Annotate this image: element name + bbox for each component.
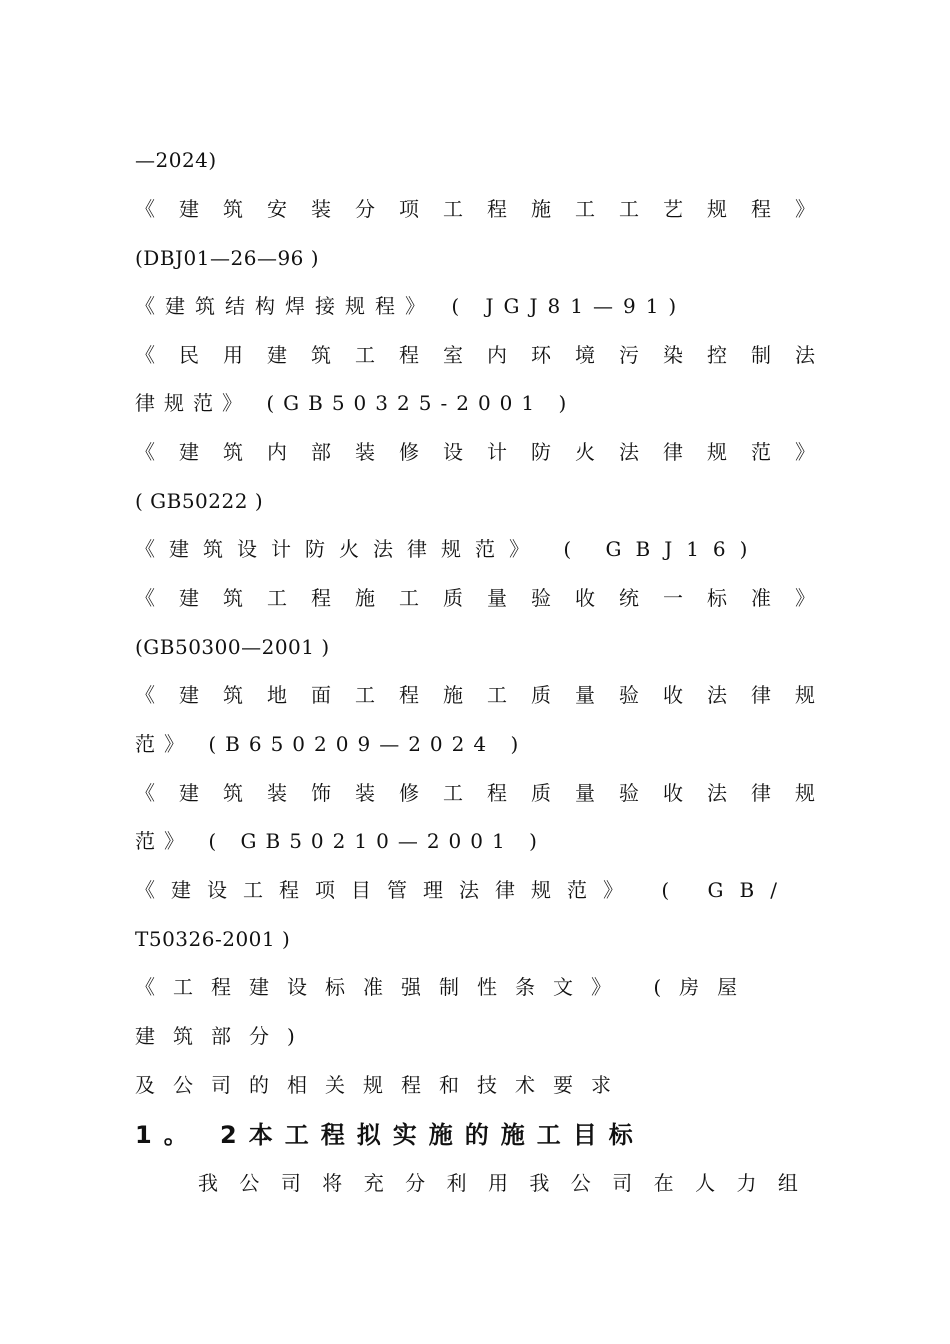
text-line-17: T50326-2001 )	[135, 927, 291, 951]
character: 工	[487, 683, 507, 707]
character: 司	[612, 1171, 633, 1195]
character: 验	[619, 683, 639, 707]
character: 制	[751, 343, 771, 367]
character: 》	[795, 440, 815, 464]
character: 安	[267, 197, 287, 221]
character: 量	[575, 683, 595, 707]
text-line-9: 《建筑设计防火法律规范》 ( GBJ16)	[135, 537, 762, 561]
text-line-14	[135, 776, 815, 810]
character: 饰	[311, 781, 331, 805]
text-line-6: 律规范》 (GB50325-2001 )	[135, 391, 576, 415]
character: 工	[355, 343, 375, 367]
character: 在	[653, 1171, 674, 1195]
character: 筑	[223, 586, 243, 610]
text-line-16: 《建设工程项目管理法律规范》 ( GB/	[135, 878, 793, 902]
character: 利	[446, 1171, 467, 1195]
character: 司	[280, 1171, 301, 1195]
character: 筑	[223, 197, 243, 221]
character: 部	[311, 440, 331, 464]
character: 收	[663, 683, 683, 707]
character: 建	[179, 197, 199, 221]
character: 量	[487, 586, 507, 610]
character: 染	[663, 343, 683, 367]
character: 控	[707, 343, 727, 367]
character: 污	[619, 343, 639, 367]
text-line-7	[135, 435, 815, 469]
text-line-13: 范》 (B650209—2024 )	[135, 732, 528, 756]
character: 标	[707, 586, 727, 610]
text-line-15: 范》 ( GB50210—2001 )	[135, 829, 546, 853]
text-line-18: 《工程建设标准强制性条文》 (房屋	[135, 975, 756, 999]
character: 将	[322, 1171, 343, 1195]
character: 统	[619, 586, 639, 610]
character: 工	[619, 197, 639, 221]
character: 量	[575, 781, 595, 805]
character: 工	[575, 197, 595, 221]
character: 地	[267, 683, 287, 707]
character: 施	[355, 586, 375, 610]
character: 用	[487, 1171, 508, 1195]
text-line-10	[135, 581, 815, 615]
character: 质	[531, 781, 551, 805]
character: 装	[355, 781, 375, 805]
character: 一	[663, 586, 683, 610]
character: 规	[795, 781, 815, 805]
character: 律	[751, 781, 771, 805]
character: 规	[707, 197, 727, 221]
character: 《	[135, 343, 155, 367]
character: 修	[399, 781, 419, 805]
character: 收	[663, 781, 683, 805]
character: 收	[575, 586, 595, 610]
character: 施	[443, 683, 463, 707]
character: 装	[267, 781, 287, 805]
character: 律	[751, 683, 771, 707]
character: 法	[795, 343, 815, 367]
text-line-8: ( GB50222 )	[135, 489, 264, 513]
character: 筑	[223, 440, 243, 464]
character: 验	[619, 781, 639, 805]
character: 内	[267, 440, 287, 464]
character: 艺	[663, 197, 683, 221]
character: 法	[707, 683, 727, 707]
character: 工	[443, 197, 463, 221]
character: 工	[443, 781, 463, 805]
character: 规	[795, 683, 815, 707]
character: 分	[355, 197, 375, 221]
character: 力	[736, 1171, 757, 1195]
character: 程	[751, 197, 771, 221]
body-paragraph	[198, 1166, 798, 1200]
character: 筑	[223, 781, 243, 805]
text-line-20: 及公司的相关规程和技术要求	[135, 1073, 629, 1097]
character: 内	[487, 343, 507, 367]
character: 筑	[311, 343, 331, 367]
character: 室	[443, 343, 463, 367]
character: 质	[443, 586, 463, 610]
character: 验	[531, 586, 551, 610]
character: 建	[179, 781, 199, 805]
character: 施	[531, 197, 551, 221]
character: 》	[795, 586, 815, 610]
character: 分	[405, 1171, 426, 1195]
character: 公	[239, 1171, 260, 1195]
character: 程	[487, 197, 507, 221]
character: 面	[311, 683, 331, 707]
character: 《	[135, 586, 155, 610]
text-line-1: —2024)	[135, 148, 217, 172]
character: 程	[487, 781, 507, 805]
character: 建	[179, 683, 199, 707]
character: 工	[355, 683, 375, 707]
character: 民	[179, 343, 199, 367]
character: 防	[531, 440, 551, 464]
character: 规	[707, 440, 727, 464]
character: 装	[311, 197, 331, 221]
text-line-12	[135, 678, 815, 712]
character: 程	[311, 586, 331, 610]
text-line-5	[135, 338, 815, 372]
character: 《	[135, 440, 155, 464]
character: 》	[795, 197, 815, 221]
character: 程	[399, 343, 419, 367]
character: 程	[399, 683, 419, 707]
character: 修	[399, 440, 419, 464]
character: 我	[529, 1171, 550, 1195]
character: 用	[223, 343, 243, 367]
text-line-11: (GB50300—2001 )	[135, 635, 330, 659]
text-line-2	[135, 192, 815, 226]
character: 《	[135, 683, 155, 707]
character: 计	[487, 440, 507, 464]
section-heading: 1。 2本工程拟实施的施工目标	[135, 1121, 645, 1149]
character: 充	[363, 1171, 384, 1195]
character: 组	[777, 1171, 798, 1195]
character: 建	[179, 586, 199, 610]
character: 火	[575, 440, 595, 464]
character: 范	[751, 440, 771, 464]
character: 人	[695, 1171, 716, 1195]
character: 工	[399, 586, 419, 610]
character: 建	[179, 440, 199, 464]
character: 设	[443, 440, 463, 464]
character: 《	[135, 781, 155, 805]
character: 境	[575, 343, 595, 367]
character: 工	[267, 586, 287, 610]
character: 装	[355, 440, 375, 464]
character: 质	[531, 683, 551, 707]
character: 环	[531, 343, 551, 367]
character: 法	[619, 440, 639, 464]
text-line-3: (DBJ01—26—96 )	[135, 246, 320, 270]
character: 律	[663, 440, 683, 464]
character: 准	[751, 586, 771, 610]
character: 公	[570, 1171, 591, 1195]
text-line-19: 建筑部分)	[135, 1024, 313, 1048]
character: 建	[267, 343, 287, 367]
character: 《	[135, 197, 155, 221]
character: 我	[198, 1171, 218, 1195]
character: 筑	[223, 683, 243, 707]
text-line-4: 《建筑结构焊接规程》 ( JGJ81—91)	[135, 294, 687, 318]
character: 法	[707, 781, 727, 805]
character: 项	[399, 197, 419, 221]
